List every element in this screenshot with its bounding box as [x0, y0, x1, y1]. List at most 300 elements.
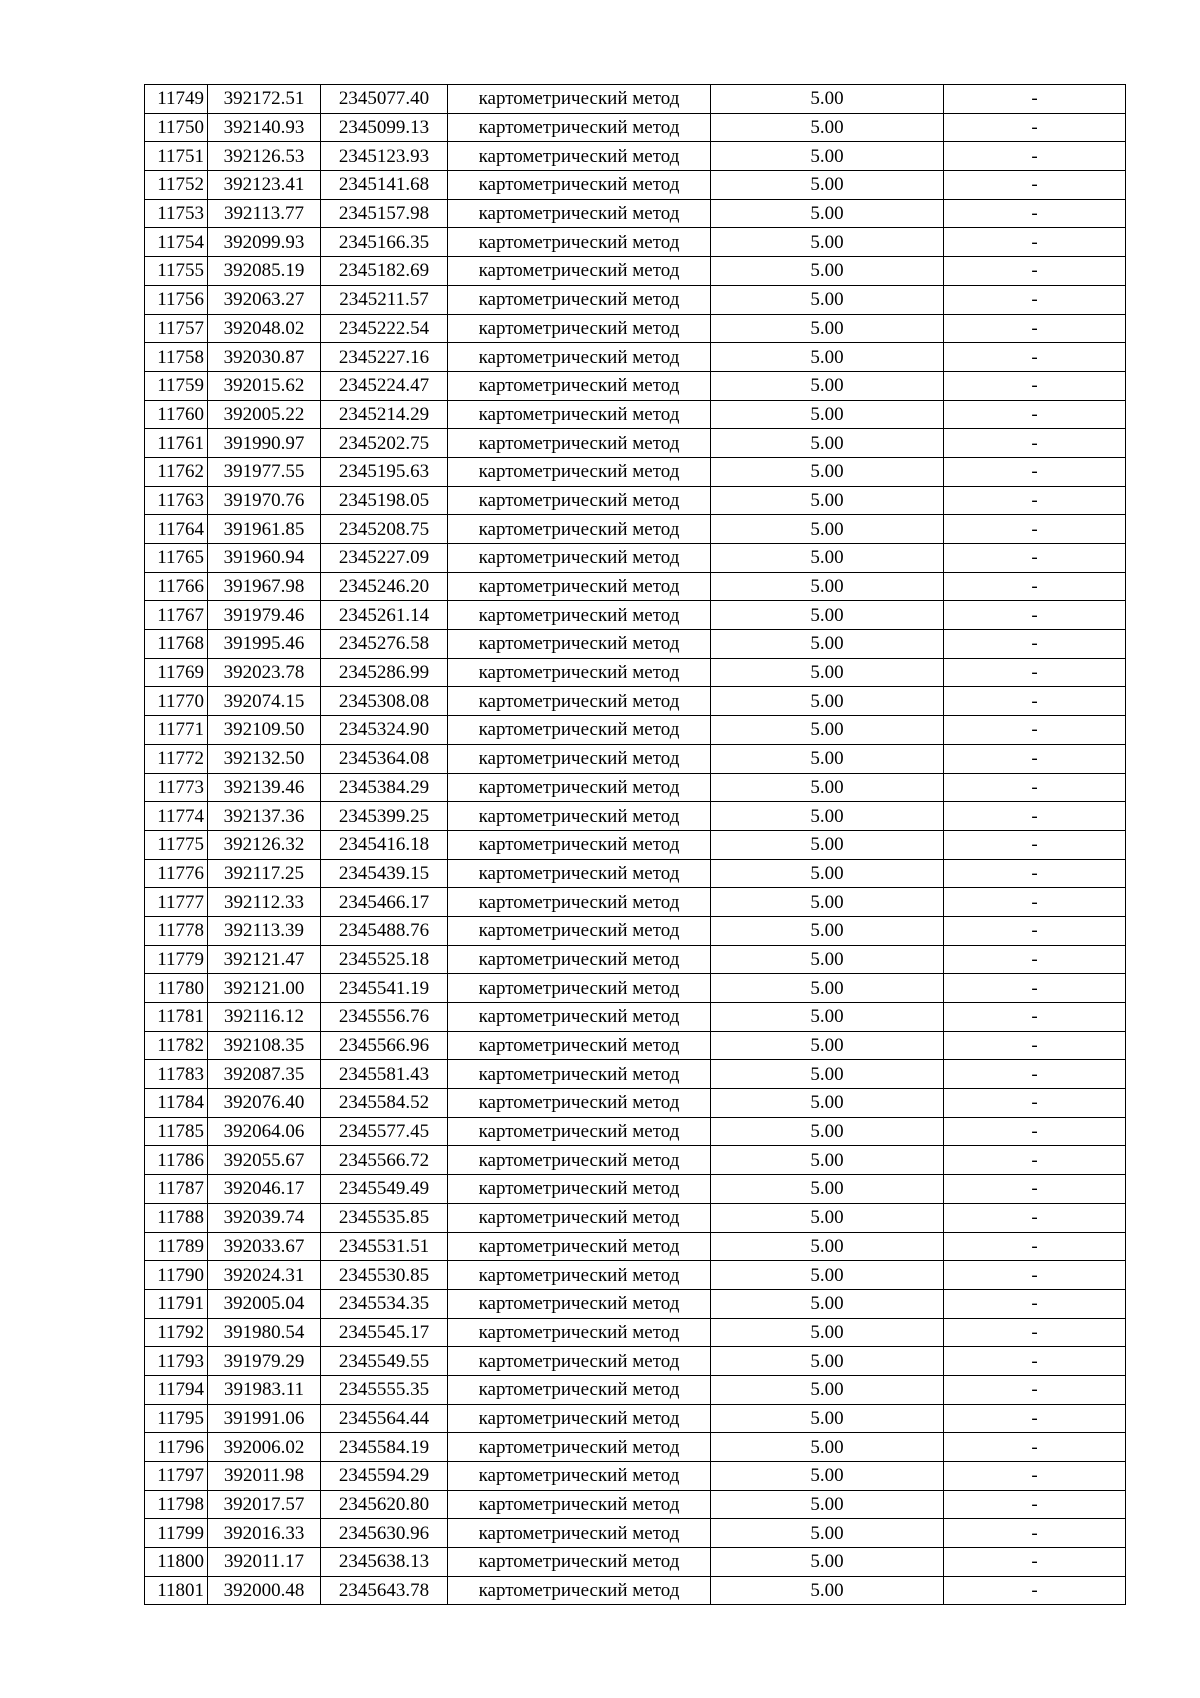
point-number-cell: 11768	[145, 630, 208, 659]
point-number-cell: 11794	[145, 1375, 208, 1404]
method-cell: картометрический метод	[448, 802, 711, 831]
method-cell: картометрический метод	[448, 142, 711, 171]
y-coordinate-cell: 2345227.09	[321, 544, 448, 573]
point-number-cell: 11772	[145, 744, 208, 773]
method-cell: картометрический метод	[448, 1060, 711, 1089]
method-cell: картометрический метод	[448, 1490, 711, 1519]
y-coordinate-cell: 2345556.76	[321, 1003, 448, 1032]
point-number-cell: 11753	[145, 199, 208, 228]
method-cell: картометрический метод	[448, 371, 711, 400]
method-cell: картометрический метод	[448, 400, 711, 429]
y-coordinate-cell: 2345525.18	[321, 945, 448, 974]
table-row	[145, 658, 1126, 687]
x-coordinate-cell: 391979.46	[208, 601, 321, 630]
x-coordinate-cell: 392033.67	[208, 1232, 321, 1261]
note-cell: -	[944, 974, 1126, 1003]
method-cell: картометрический метод	[448, 1548, 711, 1577]
method-cell: картометрический метод	[448, 486, 711, 515]
method-cell: картометрический метод	[448, 601, 711, 630]
point-number-cell: 11752	[145, 171, 208, 200]
x-coordinate-cell: 392139.46	[208, 773, 321, 802]
y-coordinate-cell: 2345202.75	[321, 429, 448, 458]
y-coordinate-cell: 2345286.99	[321, 658, 448, 687]
accuracy-cell: 5.00	[711, 1433, 944, 1462]
method-cell: картометрический метод	[448, 515, 711, 544]
accuracy-cell: 5.00	[711, 974, 944, 1003]
table-row	[145, 1404, 1126, 1433]
note-cell: -	[944, 716, 1126, 745]
accuracy-cell: 5.00	[711, 400, 944, 429]
note-cell: -	[944, 1060, 1126, 1089]
note-cell: -	[944, 1289, 1126, 1318]
method-cell: картометрический метод	[448, 544, 711, 573]
x-coordinate-cell: 392055.67	[208, 1146, 321, 1175]
accuracy-cell: 5.00	[711, 830, 944, 859]
note-cell: -	[944, 1404, 1126, 1433]
y-coordinate-cell: 2345620.80	[321, 1490, 448, 1519]
accuracy-cell: 5.00	[711, 1031, 944, 1060]
x-coordinate-cell: 392006.02	[208, 1433, 321, 1462]
note-cell: -	[944, 1146, 1126, 1175]
accuracy-cell: 5.00	[711, 1519, 944, 1548]
note-cell: -	[944, 630, 1126, 659]
table-row	[145, 1490, 1126, 1519]
note-cell: -	[944, 888, 1126, 917]
point-number-cell: 11797	[145, 1462, 208, 1491]
point-number-cell: 11801	[145, 1576, 208, 1605]
y-coordinate-cell: 2345261.14	[321, 601, 448, 630]
x-coordinate-cell: 391960.94	[208, 544, 321, 573]
x-coordinate-cell: 392109.50	[208, 716, 321, 745]
x-coordinate-cell: 392074.15	[208, 687, 321, 716]
note-cell: -	[944, 1519, 1126, 1548]
table-row	[145, 113, 1126, 142]
note-cell: -	[944, 1548, 1126, 1577]
point-number-cell: 11793	[145, 1347, 208, 1376]
note-cell: -	[944, 1117, 1126, 1146]
x-coordinate-cell: 391983.11	[208, 1375, 321, 1404]
table-row	[145, 1261, 1126, 1290]
y-coordinate-cell: 2345577.45	[321, 1117, 448, 1146]
point-number-cell: 11774	[145, 802, 208, 831]
accuracy-cell: 5.00	[711, 916, 944, 945]
table-row	[145, 1089, 1126, 1118]
method-cell: картометрический метод	[448, 1261, 711, 1290]
x-coordinate-cell: 392048.02	[208, 314, 321, 343]
method-cell: картометрический метод	[448, 199, 711, 228]
note-cell: -	[944, 802, 1126, 831]
accuracy-cell: 5.00	[711, 515, 944, 544]
table-row	[145, 257, 1126, 286]
note-cell: -	[944, 544, 1126, 573]
y-coordinate-cell: 2345545.17	[321, 1318, 448, 1347]
point-number-cell: 11773	[145, 773, 208, 802]
note-cell: -	[944, 199, 1126, 228]
point-number-cell: 11749	[145, 85, 208, 114]
x-coordinate-cell: 392121.00	[208, 974, 321, 1003]
y-coordinate-cell: 2345222.54	[321, 314, 448, 343]
point-number-cell: 11764	[145, 515, 208, 544]
accuracy-cell: 5.00	[711, 572, 944, 601]
accuracy-cell: 5.00	[711, 1261, 944, 1290]
table-row	[145, 400, 1126, 429]
y-coordinate-cell: 2345549.55	[321, 1347, 448, 1376]
table-row	[145, 1060, 1126, 1089]
method-cell: картометрический метод	[448, 974, 711, 1003]
method-cell: картометрический метод	[448, 113, 711, 142]
point-number-cell: 11799	[145, 1519, 208, 1548]
method-cell: картометрический метод	[448, 85, 711, 114]
note-cell: -	[944, 1433, 1126, 1462]
y-coordinate-cell: 2345246.20	[321, 572, 448, 601]
note-cell: -	[944, 113, 1126, 142]
note-cell: -	[944, 228, 1126, 257]
accuracy-cell: 5.00	[711, 429, 944, 458]
method-cell: картометрический метод	[448, 773, 711, 802]
accuracy-cell: 5.00	[711, 1232, 944, 1261]
note-cell: -	[944, 1318, 1126, 1347]
note-cell: -	[944, 257, 1126, 286]
point-number-cell: 11775	[145, 830, 208, 859]
x-coordinate-cell: 392116.12	[208, 1003, 321, 1032]
note-cell: -	[944, 1375, 1126, 1404]
method-cell: картометрический метод	[448, 1462, 711, 1491]
table-row	[145, 1232, 1126, 1261]
y-coordinate-cell: 2345099.13	[321, 113, 448, 142]
x-coordinate-cell: 391980.54	[208, 1318, 321, 1347]
accuracy-cell: 5.00	[711, 486, 944, 515]
note-cell: -	[944, 486, 1126, 515]
table-row	[145, 1433, 1126, 1462]
point-number-cell: 11781	[145, 1003, 208, 1032]
accuracy-cell: 5.00	[711, 113, 944, 142]
method-cell: картометрический метод	[448, 1375, 711, 1404]
method-cell: картометрический метод	[448, 1089, 711, 1118]
accuracy-cell: 5.00	[711, 601, 944, 630]
x-coordinate-cell: 391979.29	[208, 1347, 321, 1376]
y-coordinate-cell: 2345535.85	[321, 1203, 448, 1232]
y-coordinate-cell: 2345530.85	[321, 1261, 448, 1290]
y-coordinate-cell: 2345141.68	[321, 171, 448, 200]
accuracy-cell: 5.00	[711, 285, 944, 314]
table-row	[145, 314, 1126, 343]
note-cell: -	[944, 1003, 1126, 1032]
method-cell: картометрический метод	[448, 429, 711, 458]
table-row	[145, 572, 1126, 601]
accuracy-cell: 5.00	[711, 1490, 944, 1519]
method-cell: картометрический метод	[448, 457, 711, 486]
x-coordinate-cell: 392087.35	[208, 1060, 321, 1089]
method-cell: картометрический метод	[448, 630, 711, 659]
y-coordinate-cell: 2345384.29	[321, 773, 448, 802]
x-coordinate-cell: 392016.33	[208, 1519, 321, 1548]
note-cell: -	[944, 1031, 1126, 1060]
y-coordinate-cell: 2345077.40	[321, 85, 448, 114]
note-cell: -	[944, 515, 1126, 544]
accuracy-cell: 5.00	[711, 199, 944, 228]
point-number-cell: 11782	[145, 1031, 208, 1060]
x-coordinate-cell: 392113.39	[208, 916, 321, 945]
y-coordinate-cell: 2345466.17	[321, 888, 448, 917]
method-cell: картометрический метод	[448, 916, 711, 945]
point-number-cell: 11776	[145, 859, 208, 888]
point-number-cell: 11757	[145, 314, 208, 343]
table-row	[145, 687, 1126, 716]
method-cell: картометрический метод	[448, 1347, 711, 1376]
method-cell: картометрический метод	[448, 1146, 711, 1175]
table-row	[145, 773, 1126, 802]
point-number-cell: 11786	[145, 1146, 208, 1175]
method-cell: картометрический метод	[448, 1031, 711, 1060]
method-cell: картометрический метод	[448, 1175, 711, 1204]
y-coordinate-cell: 2345276.58	[321, 630, 448, 659]
accuracy-cell: 5.00	[711, 1146, 944, 1175]
table-row	[145, 974, 1126, 1003]
note-cell: -	[944, 314, 1126, 343]
table-row	[145, 1146, 1126, 1175]
method-cell: картометрический метод	[448, 171, 711, 200]
point-number-cell: 11785	[145, 1117, 208, 1146]
method-cell: картометрический метод	[448, 1203, 711, 1232]
table-row	[145, 1548, 1126, 1577]
x-coordinate-cell: 392046.17	[208, 1175, 321, 1204]
note-cell: -	[944, 85, 1126, 114]
note-cell: -	[944, 658, 1126, 687]
y-coordinate-cell: 2345541.19	[321, 974, 448, 1003]
coordinates-table-body	[145, 85, 1126, 1605]
note-cell: -	[944, 1462, 1126, 1491]
method-cell: картометрический метод	[448, 1003, 711, 1032]
x-coordinate-cell: 392039.74	[208, 1203, 321, 1232]
table-row	[145, 228, 1126, 257]
y-coordinate-cell: 2345308.08	[321, 687, 448, 716]
table-row	[145, 457, 1126, 486]
y-coordinate-cell: 2345198.05	[321, 486, 448, 515]
x-coordinate-cell: 392023.78	[208, 658, 321, 687]
coordinates-table	[144, 84, 1126, 1605]
accuracy-cell: 5.00	[711, 658, 944, 687]
x-coordinate-cell: 392172.51	[208, 85, 321, 114]
point-number-cell: 11796	[145, 1433, 208, 1462]
table-row	[145, 85, 1126, 114]
note-cell: -	[944, 343, 1126, 372]
y-coordinate-cell: 2345324.90	[321, 716, 448, 745]
x-coordinate-cell: 392126.32	[208, 830, 321, 859]
y-coordinate-cell: 2345555.35	[321, 1375, 448, 1404]
note-cell: -	[944, 142, 1126, 171]
y-coordinate-cell: 2345549.49	[321, 1175, 448, 1204]
x-coordinate-cell: 392015.62	[208, 371, 321, 400]
accuracy-cell: 5.00	[711, 859, 944, 888]
accuracy-cell: 5.00	[711, 257, 944, 286]
accuracy-cell: 5.00	[711, 1289, 944, 1318]
table-row	[145, 830, 1126, 859]
accuracy-cell: 5.00	[711, 1404, 944, 1433]
table-row	[145, 859, 1126, 888]
table-row	[145, 888, 1126, 917]
x-coordinate-cell: 391977.55	[208, 457, 321, 486]
table-row	[145, 1289, 1126, 1318]
y-coordinate-cell: 2345227.16	[321, 343, 448, 372]
table-row	[145, 142, 1126, 171]
point-number-cell: 11788	[145, 1203, 208, 1232]
method-cell: картометрический метод	[448, 1318, 711, 1347]
point-number-cell: 11767	[145, 601, 208, 630]
method-cell: картометрический метод	[448, 257, 711, 286]
x-coordinate-cell: 392112.33	[208, 888, 321, 917]
method-cell: картометрический метод	[448, 859, 711, 888]
y-coordinate-cell: 2345399.25	[321, 802, 448, 831]
accuracy-cell: 5.00	[711, 1462, 944, 1491]
note-cell: -	[944, 773, 1126, 802]
point-number-cell: 11755	[145, 257, 208, 286]
point-number-cell: 11762	[145, 457, 208, 486]
y-coordinate-cell: 2345534.35	[321, 1289, 448, 1318]
table-row	[145, 1318, 1126, 1347]
note-cell: -	[944, 945, 1126, 974]
y-coordinate-cell: 2345566.96	[321, 1031, 448, 1060]
point-number-cell: 11791	[145, 1289, 208, 1318]
note-cell: -	[944, 400, 1126, 429]
note-cell: -	[944, 1089, 1126, 1118]
y-coordinate-cell: 2345214.29	[321, 400, 448, 429]
table-row	[145, 1117, 1126, 1146]
method-cell: картометрический метод	[448, 285, 711, 314]
note-cell: -	[944, 1576, 1126, 1605]
x-coordinate-cell: 391970.76	[208, 486, 321, 515]
point-number-cell: 11780	[145, 974, 208, 1003]
point-number-cell: 11769	[145, 658, 208, 687]
table-row	[145, 429, 1126, 458]
y-coordinate-cell: 2345166.35	[321, 228, 448, 257]
y-coordinate-cell: 2345208.75	[321, 515, 448, 544]
note-cell: -	[944, 859, 1126, 888]
x-coordinate-cell: 391991.06	[208, 1404, 321, 1433]
table-row	[145, 1003, 1126, 1032]
accuracy-cell: 5.00	[711, 1347, 944, 1376]
y-coordinate-cell: 2345638.13	[321, 1548, 448, 1577]
method-cell: картометрический метод	[448, 1576, 711, 1605]
table-row	[145, 744, 1126, 773]
table-row	[145, 1347, 1126, 1376]
note-cell: -	[944, 1490, 1126, 1519]
accuracy-cell: 5.00	[711, 1003, 944, 1032]
accuracy-cell: 5.00	[711, 142, 944, 171]
table-row	[145, 601, 1126, 630]
x-coordinate-cell: 392005.04	[208, 1289, 321, 1318]
method-cell: картометрический метод	[448, 343, 711, 372]
note-cell: -	[944, 916, 1126, 945]
point-number-cell: 11771	[145, 716, 208, 745]
method-cell: картометрический метод	[448, 314, 711, 343]
x-coordinate-cell: 392137.36	[208, 802, 321, 831]
table-row	[145, 1576, 1126, 1605]
note-cell: -	[944, 457, 1126, 486]
method-cell: картометрический метод	[448, 945, 711, 974]
accuracy-cell: 5.00	[711, 744, 944, 773]
y-coordinate-cell: 2345182.69	[321, 257, 448, 286]
y-coordinate-cell: 2345566.72	[321, 1146, 448, 1175]
method-cell: картометрический метод	[448, 1289, 711, 1318]
accuracy-cell: 5.00	[711, 1203, 944, 1232]
y-coordinate-cell: 2345564.44	[321, 1404, 448, 1433]
accuracy-cell: 5.00	[711, 343, 944, 372]
note-cell: -	[944, 830, 1126, 859]
table-row	[145, 802, 1126, 831]
table-row	[145, 371, 1126, 400]
y-coordinate-cell: 2345364.08	[321, 744, 448, 773]
x-coordinate-cell: 392132.50	[208, 744, 321, 773]
x-coordinate-cell: 392099.93	[208, 228, 321, 257]
y-coordinate-cell: 2345488.76	[321, 916, 448, 945]
y-coordinate-cell: 2345581.43	[321, 1060, 448, 1089]
point-number-cell: 11789	[145, 1232, 208, 1261]
table-row	[145, 916, 1126, 945]
accuracy-cell: 5.00	[711, 457, 944, 486]
accuracy-cell: 5.00	[711, 1117, 944, 1146]
point-number-cell: 11770	[145, 687, 208, 716]
y-coordinate-cell: 2345584.52	[321, 1089, 448, 1118]
x-coordinate-cell: 392064.06	[208, 1117, 321, 1146]
x-coordinate-cell: 391990.97	[208, 429, 321, 458]
y-coordinate-cell: 2345531.51	[321, 1232, 448, 1261]
method-cell: картометрический метод	[448, 1117, 711, 1146]
x-coordinate-cell: 392024.31	[208, 1261, 321, 1290]
method-cell: картометрический метод	[448, 572, 711, 601]
note-cell: -	[944, 601, 1126, 630]
point-number-cell: 11766	[145, 572, 208, 601]
point-number-cell: 11800	[145, 1548, 208, 1577]
accuracy-cell: 5.00	[711, 1089, 944, 1118]
point-number-cell: 11795	[145, 1404, 208, 1433]
x-coordinate-cell: 392063.27	[208, 285, 321, 314]
note-cell: -	[944, 1203, 1126, 1232]
table-row	[145, 716, 1126, 745]
table-row	[145, 1519, 1126, 1548]
point-number-cell: 11784	[145, 1089, 208, 1118]
table-row	[145, 630, 1126, 659]
point-number-cell: 11765	[145, 544, 208, 573]
table-row	[145, 486, 1126, 515]
y-coordinate-cell: 2345630.96	[321, 1519, 448, 1548]
point-number-cell: 11792	[145, 1318, 208, 1347]
method-cell: картометрический метод	[448, 1232, 711, 1261]
accuracy-cell: 5.00	[711, 1548, 944, 1577]
accuracy-cell: 5.00	[711, 544, 944, 573]
x-coordinate-cell: 392005.22	[208, 400, 321, 429]
note-cell: -	[944, 1261, 1126, 1290]
x-coordinate-cell: 391967.98	[208, 572, 321, 601]
accuracy-cell: 5.00	[711, 1576, 944, 1605]
y-coordinate-cell: 2345123.93	[321, 142, 448, 171]
table-row	[145, 515, 1126, 544]
table-row	[145, 1175, 1126, 1204]
x-coordinate-cell: 392030.87	[208, 343, 321, 372]
point-number-cell: 11763	[145, 486, 208, 515]
accuracy-cell: 5.00	[711, 630, 944, 659]
accuracy-cell: 5.00	[711, 228, 944, 257]
y-coordinate-cell: 2345195.63	[321, 457, 448, 486]
x-coordinate-cell: 392076.40	[208, 1089, 321, 1118]
y-coordinate-cell: 2345439.15	[321, 859, 448, 888]
x-coordinate-cell: 392108.35	[208, 1031, 321, 1060]
method-cell: картометрический метод	[448, 716, 711, 745]
accuracy-cell: 5.00	[711, 85, 944, 114]
note-cell: -	[944, 1347, 1126, 1376]
note-cell: -	[944, 744, 1126, 773]
accuracy-cell: 5.00	[711, 687, 944, 716]
note-cell: -	[944, 429, 1126, 458]
